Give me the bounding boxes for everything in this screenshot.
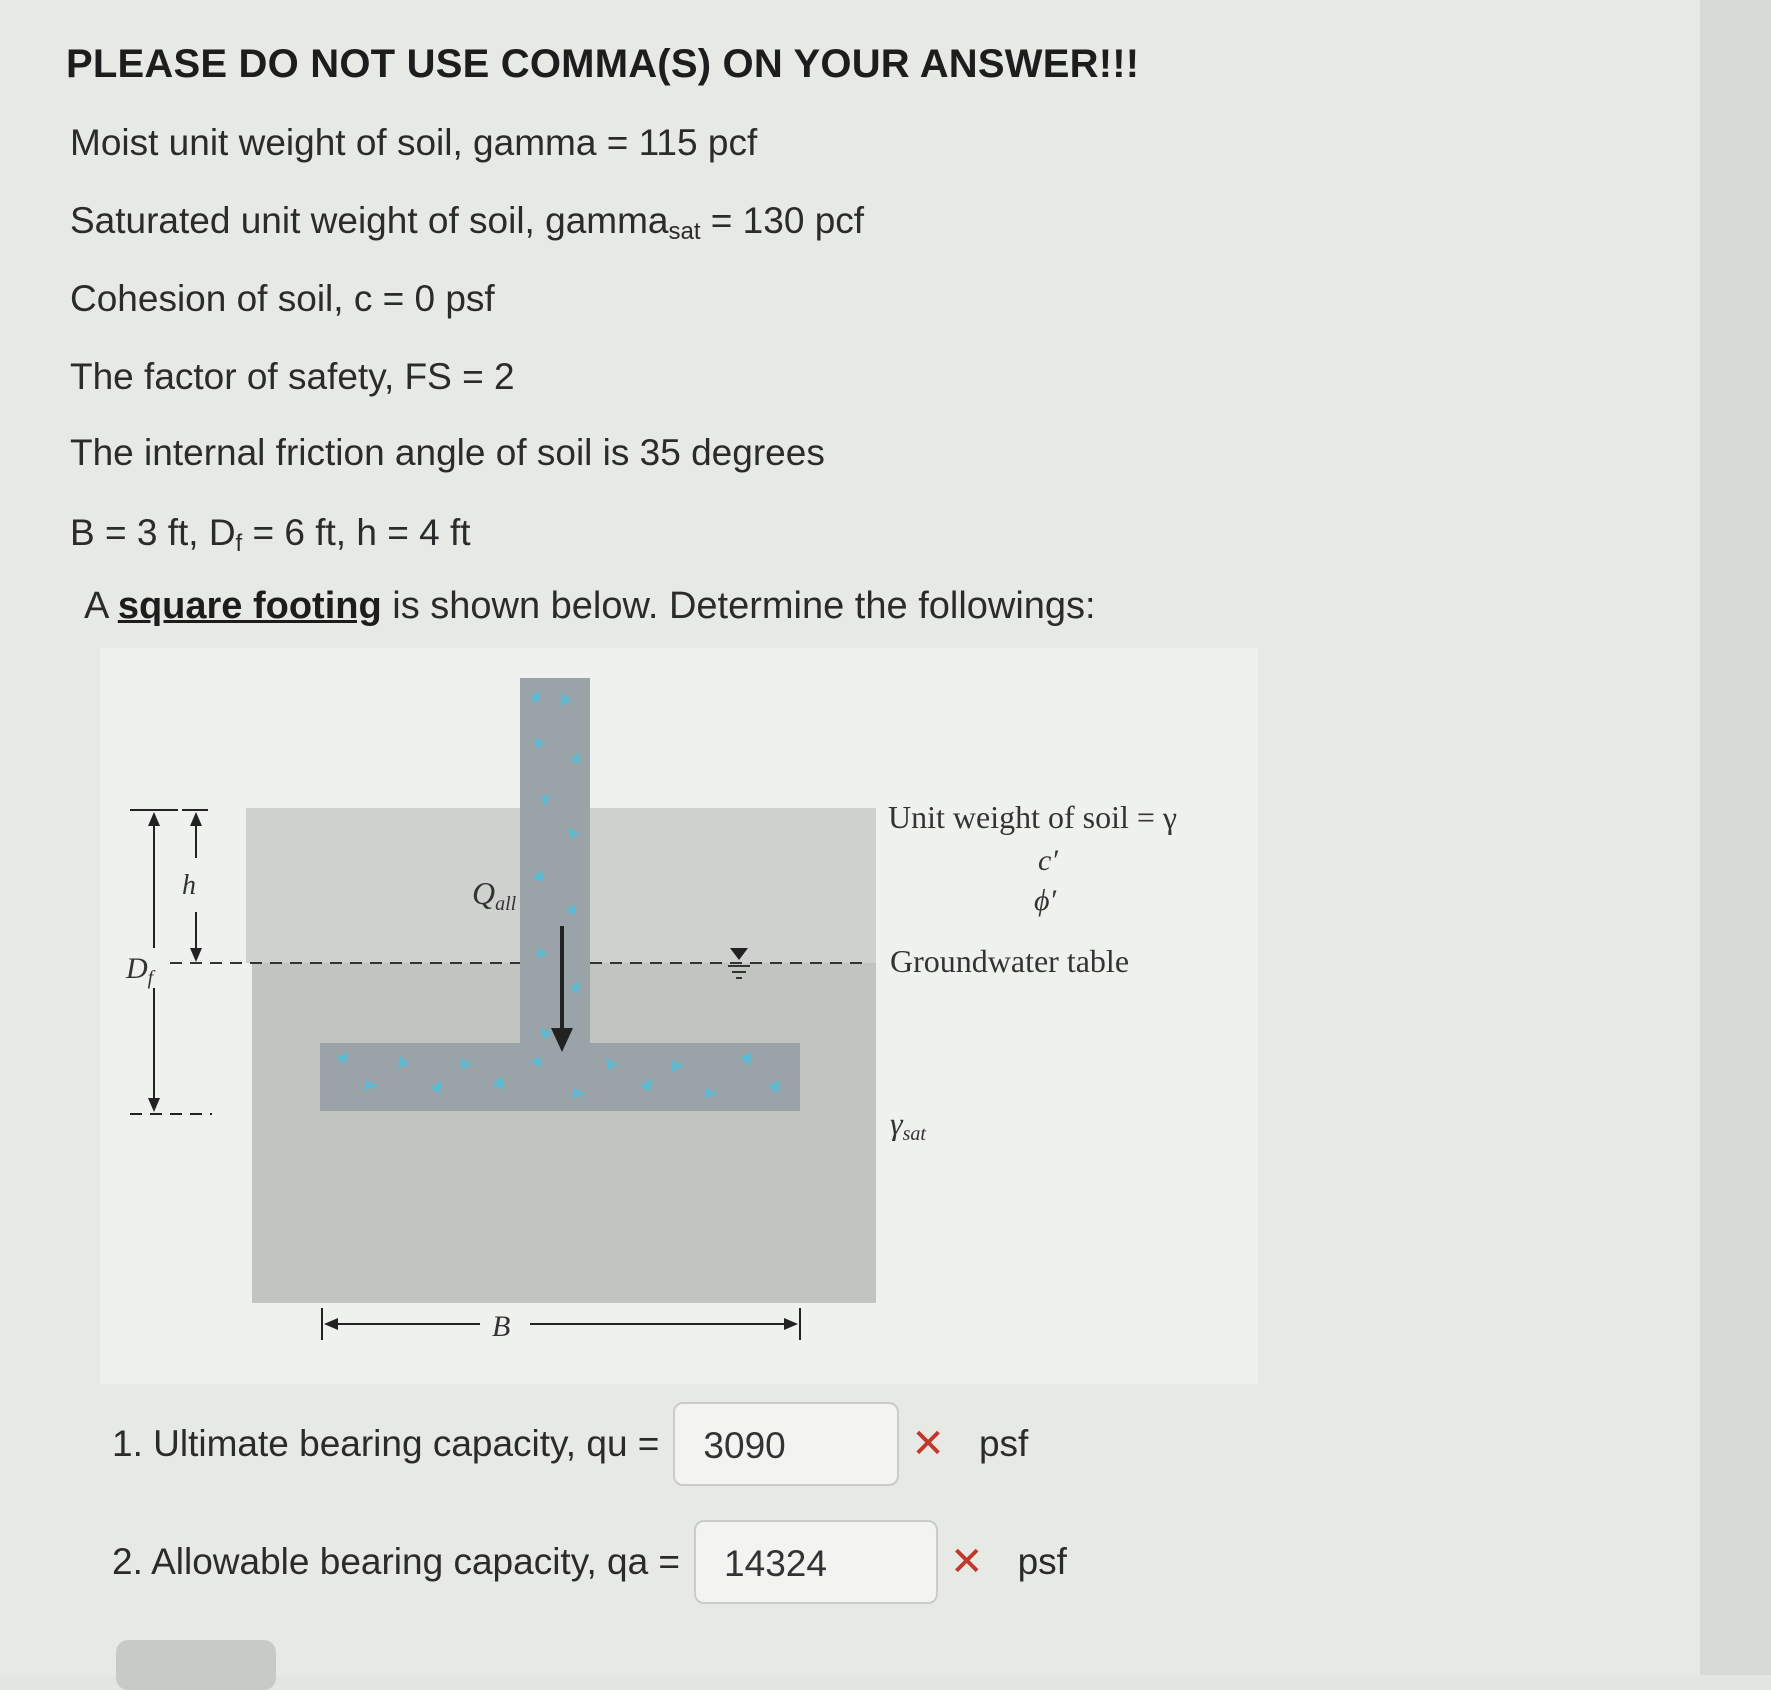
gamma-sat-symbol: γ [890, 1105, 903, 1141]
question-2-label: 2. Allowable bearing capacity, qa = [112, 1541, 681, 1582]
label-unit-weight: Unit weight of soil = γ [888, 799, 1178, 835]
question-1-answer-input[interactable]: 3090 [673, 1402, 899, 1486]
given-friction-angle: The internal friction angle of soil is 35 degrees [70, 432, 825, 473]
given-saturated-unit-weight [70, 200, 864, 246]
question-1-unit: psf [978, 1423, 1029, 1464]
footing-slab [320, 1043, 800, 1111]
df-arrow-down [148, 1098, 160, 1112]
df-symbol: D [126, 952, 148, 985]
h-arrow-up [190, 812, 202, 826]
intro-text-pre: A [84, 585, 118, 627]
question-2-row [112, 1520, 1067, 1604]
label-gamma-sat [890, 1105, 926, 1145]
given-dimensions [70, 512, 471, 558]
given-factor-of-safety: The factor of safety, FS = 2 [70, 356, 515, 397]
given-sat-value: = 130 pcf [700, 200, 865, 241]
df-arrow-up [148, 812, 160, 826]
label-cohesion: c′ [1038, 844, 1058, 877]
q-subscript: all [495, 893, 517, 915]
label-b: B [492, 1310, 511, 1343]
given-sat-text: Saturated unit weight of soil, gamma [70, 200, 669, 241]
question-1-row [112, 1402, 1028, 1486]
instruction-heading: PLEASE DO NOT USE COMMA(S) ON YOUR ANSWER!!! [66, 42, 1140, 86]
label-h: h [182, 870, 196, 901]
gamma-sat-subscript: sat [902, 1123, 926, 1145]
given-sat-subscript: sat [668, 218, 701, 245]
b-arrow-right [784, 1318, 798, 1330]
label-friction-angle: ϕ′ [1034, 884, 1057, 917]
page-edge [1700, 0, 1771, 1675]
given-moist-unit-weight: Moist unit weight of soil, gamma = 115 pcf [70, 122, 758, 163]
submit-button[interactable] [116, 1640, 276, 1690]
label-df [125, 952, 156, 989]
question-2-answer-input[interactable]: 14324 [694, 1520, 938, 1604]
given-dims-text: B = 3 ft, D [70, 512, 236, 553]
question-1-incorrect-icon: ✕ [911, 1422, 945, 1466]
given-cohesion: Cohesion of soil, c = 0 psf [70, 278, 495, 319]
intro-emphasis: square footing [117, 585, 382, 627]
question-2-unit: psf [1017, 1541, 1067, 1582]
given-dims-value: = 6 ft, h = 4 ft [242, 512, 471, 553]
b-arrow-left [324, 1318, 338, 1330]
h-arrow-down [190, 948, 202, 962]
given-dims-subscript: f [235, 530, 243, 557]
q-symbol: Q [472, 875, 496, 911]
footing-diagram-svg [100, 648, 1258, 1384]
question-2-incorrect-icon: ✕ [950, 1540, 984, 1584]
label-groundwater-table: Groundwater table [890, 943, 1130, 979]
footing-column [520, 678, 590, 1060]
problem-intro [84, 585, 1096, 628]
df-subscript: f [147, 967, 154, 989]
intro-text-post: is shown below. Determine the followings: [381, 585, 1096, 627]
footing-diagram [100, 648, 1258, 1384]
question-1-label: 1. Ultimate bearing capacity, qu = [112, 1423, 660, 1464]
